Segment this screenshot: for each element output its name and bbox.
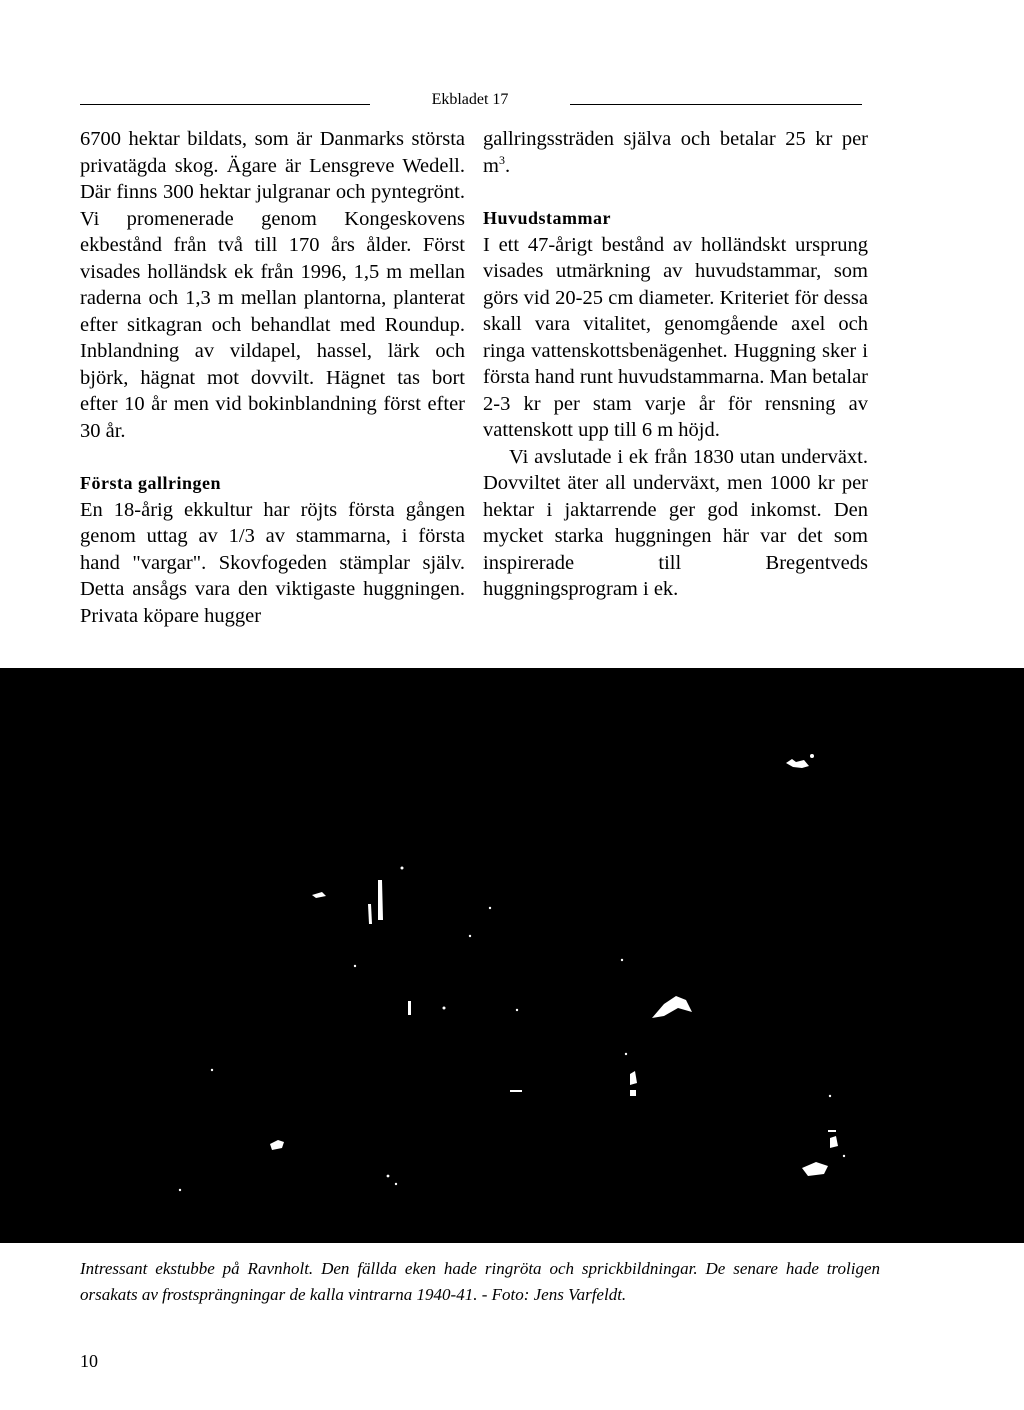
speck bbox=[516, 1009, 518, 1011]
right-paragraph-2: I ett 47-årigt bestånd av holländskt ursprung visades utmärkning av huvudstammar, som görs vid 20-25 cm diameter. Kriteriet för dessa skall vara vitalitet, genomgående axel och ringa vattenskottsbenägenhet. Huggning sker i första hand runt huvudstammarna. Man betalar 2-3 kr per stam varje år för rensning av vattenskott upp till 6 m höjd. bbox=[483, 233, 868, 441]
photo-oak-stump bbox=[0, 668, 1024, 1243]
speck bbox=[621, 959, 623, 961]
speck bbox=[625, 1053, 627, 1055]
speck bbox=[828, 1130, 836, 1132]
speck bbox=[387, 1175, 390, 1178]
speck bbox=[354, 965, 356, 967]
speck bbox=[810, 754, 814, 758]
photo-caption: Intressant ekstubbe på Ravnholt. Den fällda eken hade ringröta och sprickbildningar. De senare hade troligen orsakats av frostsprängningar de kalla vintrarna 1940-41. - Foto: Jens Varfeldt. bbox=[80, 1259, 880, 1304]
speck bbox=[211, 1069, 213, 1071]
speck bbox=[179, 1189, 181, 1191]
section-heading-huvudstammar: Huvudstammar bbox=[483, 208, 612, 228]
speck bbox=[489, 907, 491, 909]
spacer bbox=[80, 444, 465, 470]
speck bbox=[378, 880, 383, 920]
right-paragraph-1-end: . bbox=[504, 154, 511, 177]
speck bbox=[312, 892, 326, 898]
section-heading-forsta-gallringen: Första gallringen bbox=[80, 473, 221, 493]
speck bbox=[270, 1140, 284, 1150]
right-paragraph-1-text: gallringssträden själva och betalar 25 kr per m bbox=[483, 128, 868, 177]
speck bbox=[395, 1183, 397, 1185]
speck bbox=[630, 1071, 637, 1085]
speck bbox=[829, 1095, 831, 1097]
speck bbox=[786, 759, 809, 768]
left-paragraph-2: En 18-årig ekkultur har röjts första gången genom uttag av 1/3 av stammarna, i första hand "vargar". Skovfogeden stämplar själv. Detta ansågs vara den viktigaste huggningen. Privata köpare hugger bbox=[80, 498, 465, 627]
speck bbox=[830, 1136, 838, 1148]
photo-noise-specks bbox=[0, 668, 1024, 1243]
speck bbox=[443, 1007, 446, 1010]
right-paragraph-1 bbox=[483, 126, 868, 179]
right-paragraph-3: Vi avslutade i ek från 1830 utan underväxt. Dovviltet äter all underväxt, men 1000 kr per hektar i jaktarrende ger god inkomst. Den mycket starka huggningen här var det som inspirerade till Bregentveds huggningsprogram i ek. bbox=[483, 445, 868, 600]
speck bbox=[843, 1155, 845, 1157]
speck bbox=[802, 1162, 828, 1176]
speck bbox=[368, 904, 372, 924]
header-rule-right bbox=[570, 104, 862, 105]
header-rule-left bbox=[80, 104, 370, 105]
spacer bbox=[483, 179, 868, 205]
left-paragraph-1: 6700 hektar bildats, som är Danmarks största privatägda skog. Ägare är Lensgreve Wedell. Där finns 300 hektar julgranar och pyntegrönt. Vi promenerade genom Kongeskovens ekbestånd från två till 170 års ålder. Först visades holländsk ek från 1996, 1,5 m mellan raderna och 1,3 m mellan plantorna, planterat efter sitkagran och behandlat med Roundup. Inblandning av vildapel, hassel, lärk och björk, hägnat mot dovvilt. Hägnet tas bort efter 10 år men vid bokinblandning först efter 30 år. bbox=[80, 128, 465, 442]
running-header: Ekbladet 17 bbox=[431, 91, 509, 108]
left-column bbox=[80, 126, 465, 629]
superscript-cubed: 3 bbox=[498, 152, 505, 167]
speck bbox=[408, 1001, 411, 1015]
page-number: 10 bbox=[80, 1351, 98, 1371]
right-column bbox=[483, 126, 868, 603]
speck bbox=[401, 867, 404, 870]
speck bbox=[630, 1090, 636, 1096]
speck bbox=[652, 996, 692, 1018]
speck bbox=[510, 1090, 522, 1092]
speck bbox=[469, 935, 471, 937]
